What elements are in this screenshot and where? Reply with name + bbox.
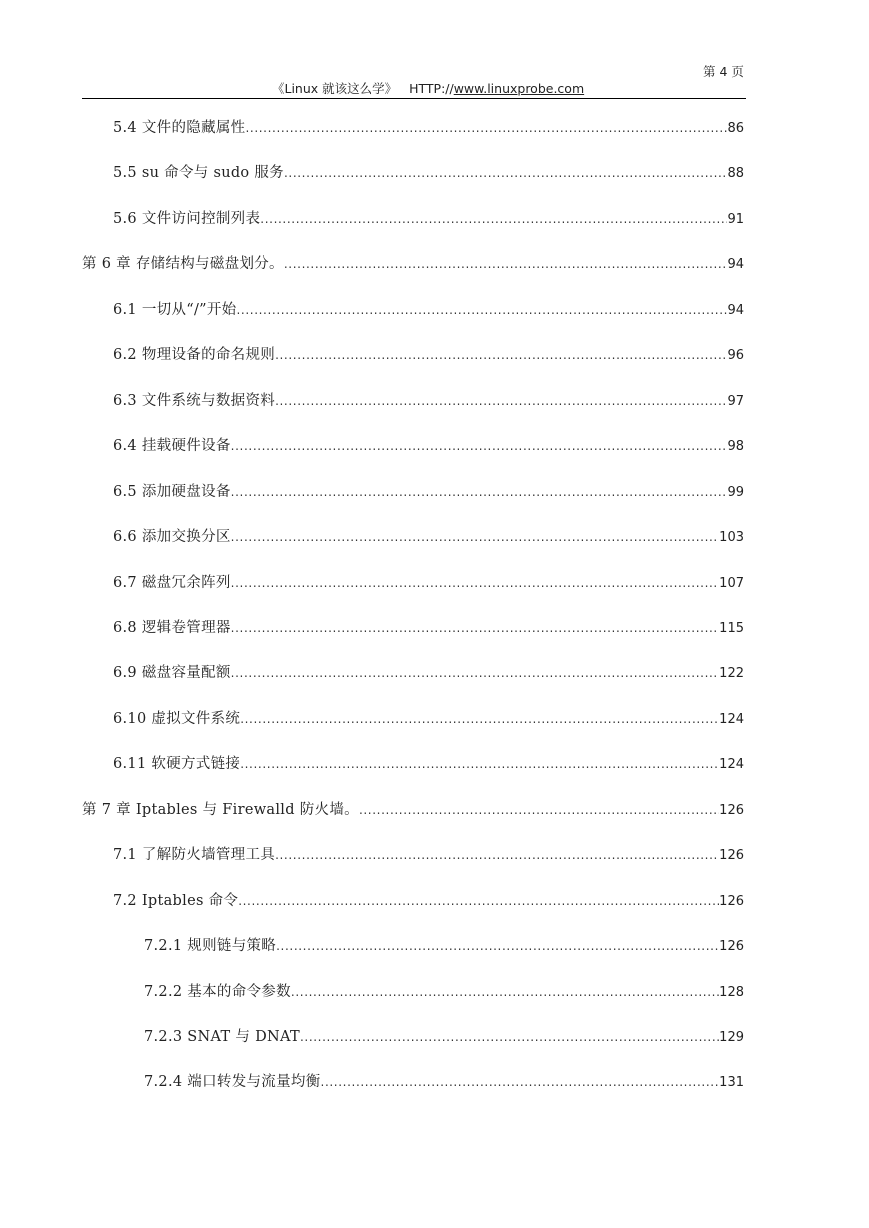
toc-entry[interactable]	[144, 982, 744, 1002]
toc-dot-leader	[276, 936, 719, 956]
toc-dot-leader	[300, 1027, 719, 1047]
toc-entry-title: 6.3 文件系统与数据资料	[113, 392, 276, 409]
toc-entry[interactable]	[113, 891, 744, 911]
toc-entry[interactable]	[144, 1027, 744, 1047]
toc-entry-title: 6.1 一切从“/”开始	[113, 301, 237, 318]
toc-dot-leader	[231, 618, 720, 638]
toc-dot-leader	[284, 163, 727, 183]
toc-entry-title: 5.5 su 命令与 sudo 服务	[113, 165, 284, 182]
toc-dot-leader	[240, 709, 719, 729]
toc-entry-title: 7.2.1 规则链与策略	[144, 938, 277, 955]
toc-dot-leader	[231, 527, 720, 547]
toc-entry[interactable]	[82, 254, 744, 274]
toc-entry-page-number: 107	[719, 575, 744, 591]
toc-dot-leader	[231, 573, 720, 593]
toc-entry-page-number: 124	[719, 711, 744, 727]
toc-entry-page-number: 94	[727, 302, 744, 318]
toc-entry-title: 7.1 了解防火墙管理工具	[113, 847, 276, 864]
toc-entry[interactable]	[113, 482, 744, 502]
toc-entry-page-number: 124	[719, 757, 744, 773]
toc-entry-title: 7.2 Iptables 命令	[113, 892, 239, 909]
toc-entry-title: 6.10 虚拟文件系统	[113, 710, 241, 727]
toc-entry[interactable]	[144, 936, 744, 956]
toc-entry-title: 6.8 逻辑卷管理器	[113, 619, 231, 636]
toc-entry-page-number: 94	[727, 257, 744, 273]
toc-entry-page-number: 128	[719, 984, 744, 1000]
toc-dot-leader	[275, 391, 727, 411]
toc-entry-page-number: 126	[719, 848, 744, 864]
toc-entry-page-number: 99	[727, 484, 744, 500]
toc-entry-title: 6.9 磁盘容量配额	[113, 665, 231, 682]
toc-entry-title: 第 6 章 存储结构与磁盘划分。	[82, 256, 284, 273]
toc-entry-page-number: 122	[719, 666, 744, 682]
toc-dot-leader	[231, 663, 720, 683]
url-prefix: HTTP://	[409, 81, 454, 96]
toc-dot-leader	[321, 1072, 720, 1092]
toc-dot-leader	[284, 254, 728, 274]
toc-entry-page-number: 129	[719, 1030, 744, 1045]
toc-entry[interactable]	[144, 1072, 744, 1092]
toc-dot-leader	[291, 982, 719, 1002]
toc-entry-title: 6.11 软硬方式链接	[113, 756, 241, 773]
toc-entry-page-number: 97	[727, 393, 744, 409]
toc-entry-page-number: 88	[727, 166, 744, 182]
toc-entry[interactable]	[113, 663, 744, 683]
toc-entry-page-number: 103	[719, 530, 744, 546]
toc-dot-leader	[238, 891, 719, 911]
running-header	[272, 79, 584, 97]
toc-entry-title: 5.4 文件的隐藏属性	[113, 120, 246, 136]
toc-dot-leader	[275, 345, 727, 365]
toc-entry[interactable]	[113, 527, 744, 547]
toc-entry-page-number: 96	[727, 348, 744, 364]
book-title: 《Linux 就该这么学》	[272, 81, 398, 96]
toc-entry-page-number: 126	[719, 802, 744, 818]
toc-entry[interactable]	[113, 118, 744, 138]
toc-entry-title: 7.2.4 端口转发与流量均衡	[144, 1074, 321, 1091]
toc-dot-leader	[245, 118, 727, 138]
toc-dot-leader	[231, 482, 728, 502]
toc-entry-page-number: 86	[727, 121, 744, 136]
toc-dot-leader	[260, 209, 727, 229]
toc-entry[interactable]	[113, 618, 744, 638]
toc-entry-page-number: 131	[719, 1075, 744, 1091]
toc-entry-page-number: 91	[727, 211, 744, 227]
toc-dot-leader	[359, 800, 719, 820]
toc-entry-title: 5.6 文件访问控制列表	[113, 210, 261, 227]
toc-entry[interactable]	[82, 800, 744, 820]
toc-entry[interactable]	[113, 573, 744, 593]
toc-entry-title: 第 7 章 Iptables 与 Firewalld 防火墙。	[82, 801, 359, 818]
toc-entry-title: 7.2.3 SNAT 与 DNAT	[144, 1029, 300, 1045]
toc-entry[interactable]	[113, 163, 744, 183]
toc-entry[interactable]	[113, 709, 744, 729]
toc-dot-leader	[240, 754, 719, 774]
toc-entry-title: 6.4 挂载硬件设备	[113, 438, 231, 455]
toc-dot-leader	[231, 436, 728, 456]
website-link[interactable]: www.linuxprobe.com	[453, 81, 585, 96]
toc-entry-page-number: 126	[719, 893, 744, 909]
toc-entry[interactable]	[113, 209, 744, 229]
toc-entry-page-number: 115	[719, 620, 744, 636]
toc-entry-title: 7.2.2 基本的命令参数	[144, 983, 291, 1000]
toc-entry[interactable]	[113, 845, 744, 865]
toc-entry[interactable]	[113, 300, 744, 320]
toc-entry-title: 6.5 添加硬盘设备	[113, 483, 231, 500]
toc-entry[interactable]	[113, 391, 744, 411]
toc-entry[interactable]	[113, 754, 744, 774]
toc-entry-page-number: 126	[719, 939, 744, 955]
toc-entry-page-number: 98	[727, 439, 744, 455]
page-number: 第 4 页	[703, 64, 744, 79]
toc-entry-title: 6.2 物理设备的命名规则	[113, 347, 276, 364]
toc-entry-title: 6.7 磁盘冗余阵列	[113, 574, 231, 591]
toc-entry[interactable]	[113, 345, 744, 365]
toc-entry[interactable]	[113, 436, 744, 456]
toc-dot-leader	[236, 300, 727, 320]
header-rule	[82, 98, 746, 99]
toc-dot-leader	[275, 845, 719, 865]
toc-entry-title: 6.6 添加交换分区	[113, 529, 231, 546]
